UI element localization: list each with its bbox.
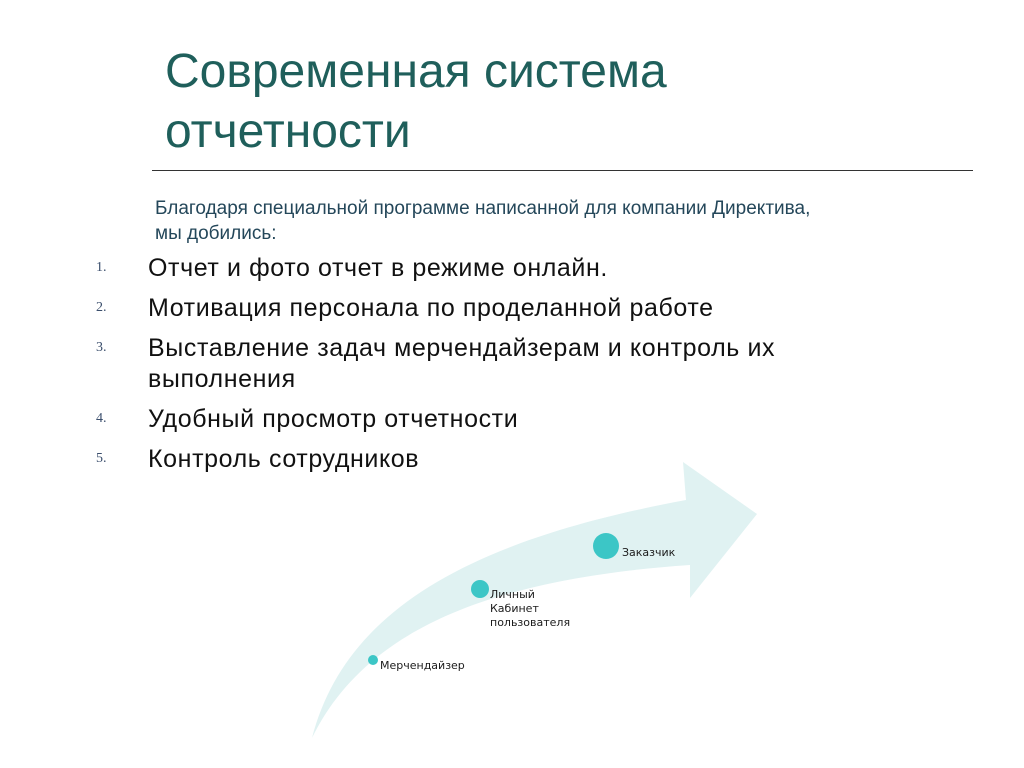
list-number: 1. xyxy=(96,260,107,275)
title-line-1: Современная система xyxy=(165,45,667,98)
step-dot-cabinet xyxy=(471,580,489,598)
step-label-cabinet xyxy=(490,588,570,630)
slide-title xyxy=(165,42,925,162)
title-divider xyxy=(152,170,973,171)
intro-text xyxy=(155,196,955,246)
list-item-text: Контроль сотрудников xyxy=(148,445,420,473)
list-item-text-line-1: Выставление задач мерчендайзерам и контроль их xyxy=(148,334,776,362)
list-number: 2. xyxy=(96,300,107,315)
step-dot-customer xyxy=(593,533,619,559)
list-item-text xyxy=(148,333,888,395)
cabinet-line-1: Личный xyxy=(490,588,535,601)
list-item-1 xyxy=(0,253,900,284)
list-item-text: Мотивация персонала по проделанной работе xyxy=(148,294,714,322)
step-label-merchandiser: Мерчендайзер xyxy=(380,659,465,672)
intro-line-2: мы добились: xyxy=(155,223,277,244)
cabinet-line-2: Кабинет xyxy=(490,602,539,615)
cabinet-line-3: пользователя xyxy=(490,616,571,629)
list-number: 3. xyxy=(96,340,107,355)
step-dot-merchandiser xyxy=(368,655,378,665)
step-label-customer: Заказчик xyxy=(622,546,676,559)
list-item-text-line-2: выполнения xyxy=(148,365,296,393)
intro-line-1: Благодаря специальной программе написанной для компании Директива, xyxy=(155,198,811,219)
list-item-4 xyxy=(0,404,900,435)
achievements-list xyxy=(0,253,900,484)
title-line-2: отчетности xyxy=(165,105,411,158)
list-item-text: Отчет и фото отчет в режиме онлайн. xyxy=(148,254,608,282)
list-item-3 xyxy=(0,333,900,395)
list-item-2 xyxy=(0,293,900,324)
list-item-text: Удобный просмотр отчетности xyxy=(148,405,519,433)
list-number: 4. xyxy=(96,411,107,426)
list-number: 5. xyxy=(96,451,107,466)
